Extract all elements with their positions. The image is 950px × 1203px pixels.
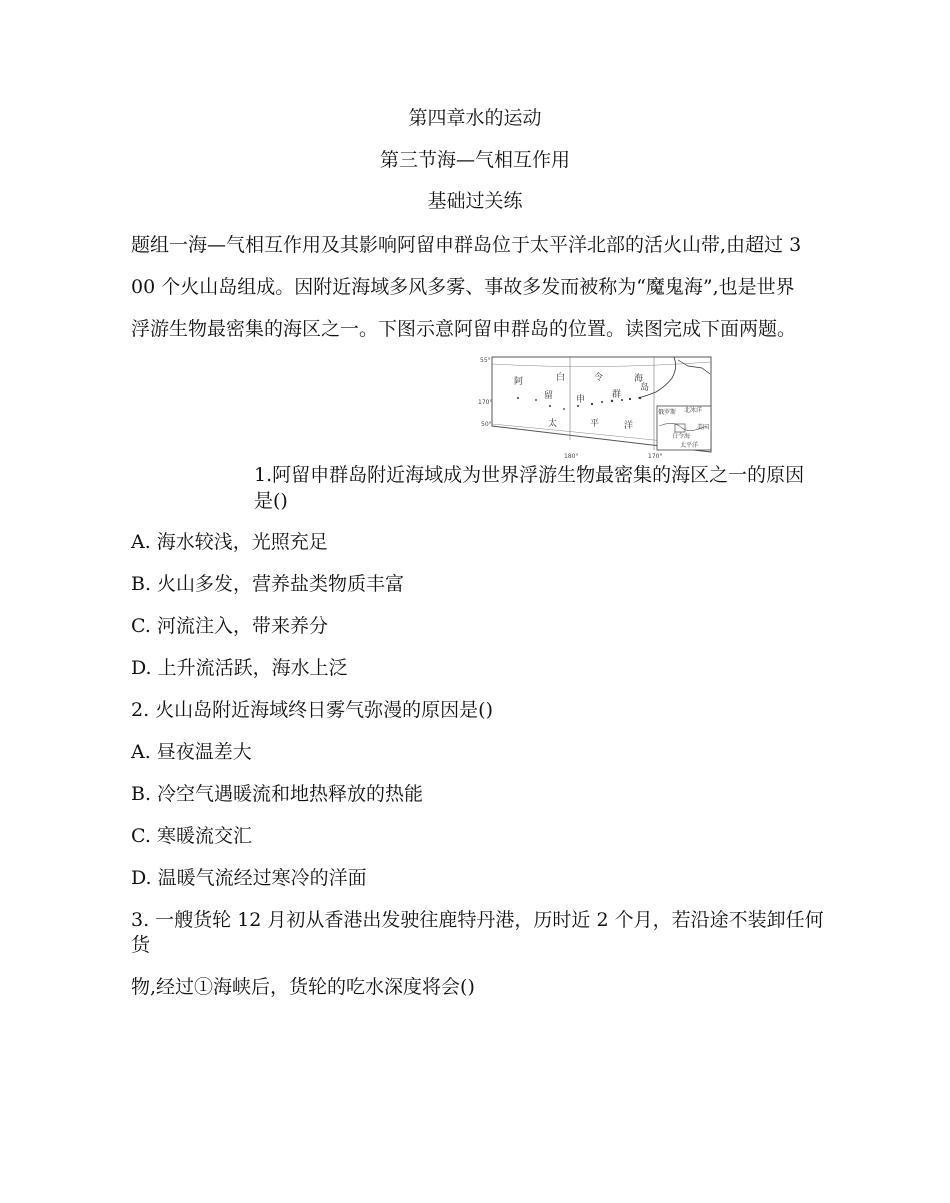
question-1-option-b: B. 火山多发，营养盐类物质丰富 — [131, 573, 405, 595]
section-title: 第三节海—气相互作用 — [379, 149, 570, 171]
question-2-option-c: C. 寒暖流交汇 — [131, 825, 252, 847]
tick-label: 55° — [480, 357, 491, 364]
map-label: 申 — [576, 395, 586, 405]
map-label: 阿 — [514, 377, 524, 387]
intro-line-1: 题组一海—气相互作用及其影响阿留申群岛位于太平洋北部的活火山带,由超过 3 — [131, 234, 802, 256]
intro-line-3: 浮游生物最密集的海区之一。下图示意阿留申群岛的位置。读图完成下面两题。 — [131, 318, 797, 340]
map-label: 留 — [544, 391, 554, 401]
question-3-stem-line-3: 物,经过①海峡后，货轮的吃水深度将会() — [131, 976, 475, 998]
tick-label: 180° — [564, 453, 579, 458]
inset-label: 太平洋 — [680, 442, 699, 449]
question-3-stem-line-1: 3. 一艘货轮 12 月初从香港出发驶往鹿特丹港，历时近 2 个月，若沿途不装卸任何 — [131, 909, 824, 931]
aleutian-islands-map — [478, 354, 714, 458]
question-2-stem: 2. 火山岛附近海域终日雾气弥漫的原因是() — [131, 699, 493, 721]
tick-label: 170° — [648, 453, 663, 458]
intro-line-2: 00 个火山岛组成。因附近海域多风多雾、事故多发而被称为“魔鬼海”,也是世界 — [131, 276, 795, 298]
map-label: 白 — [556, 373, 566, 383]
question-1-option-a: A. 海水较浅，光照充足 — [131, 531, 328, 553]
exercise-subtitle: 基础过关练 — [427, 190, 523, 212]
question-1-option-c: C. 河流注入，带来养分 — [131, 615, 328, 637]
map-label: 海 — [634, 374, 644, 384]
map-label: 令 — [594, 373, 604, 383]
inset-label: 美国 — [697, 424, 710, 431]
map-label: 太 — [548, 419, 558, 429]
map-label: 岛 — [640, 383, 650, 393]
map-label: 平 — [590, 419, 600, 429]
question-1-option-d: D. 上升流活跃，海水上泛 — [131, 657, 348, 679]
map-graphic — [478, 354, 714, 458]
question-2-option-a: A. 昼夜温差大 — [131, 741, 252, 763]
tick-label: 50° — [481, 421, 492, 428]
tick-label: 170° — [478, 399, 493, 406]
inset-label: 俄罗斯 — [658, 409, 677, 416]
question-2-option-d: D. 温暖气流经过寒冷的洋面 — [131, 867, 367, 889]
map-label: 洋 — [624, 421, 634, 431]
question-2-option-b: B. 冷空气遇暖流和地热释放的热能 — [131, 783, 424, 805]
question-1-stem: 1.阿留申群岛附近海域成为世界浮游生物最密集的海区之一的原因是() — [254, 464, 805, 512]
map-label: 群 — [612, 390, 622, 400]
inset-label: 北冰洋 — [684, 407, 703, 414]
chapter-title: 第四章水的运动 — [408, 107, 542, 129]
inset-label: 白令海 — [672, 433, 691, 440]
question-3-stem-line-2: 货 — [131, 934, 151, 956]
